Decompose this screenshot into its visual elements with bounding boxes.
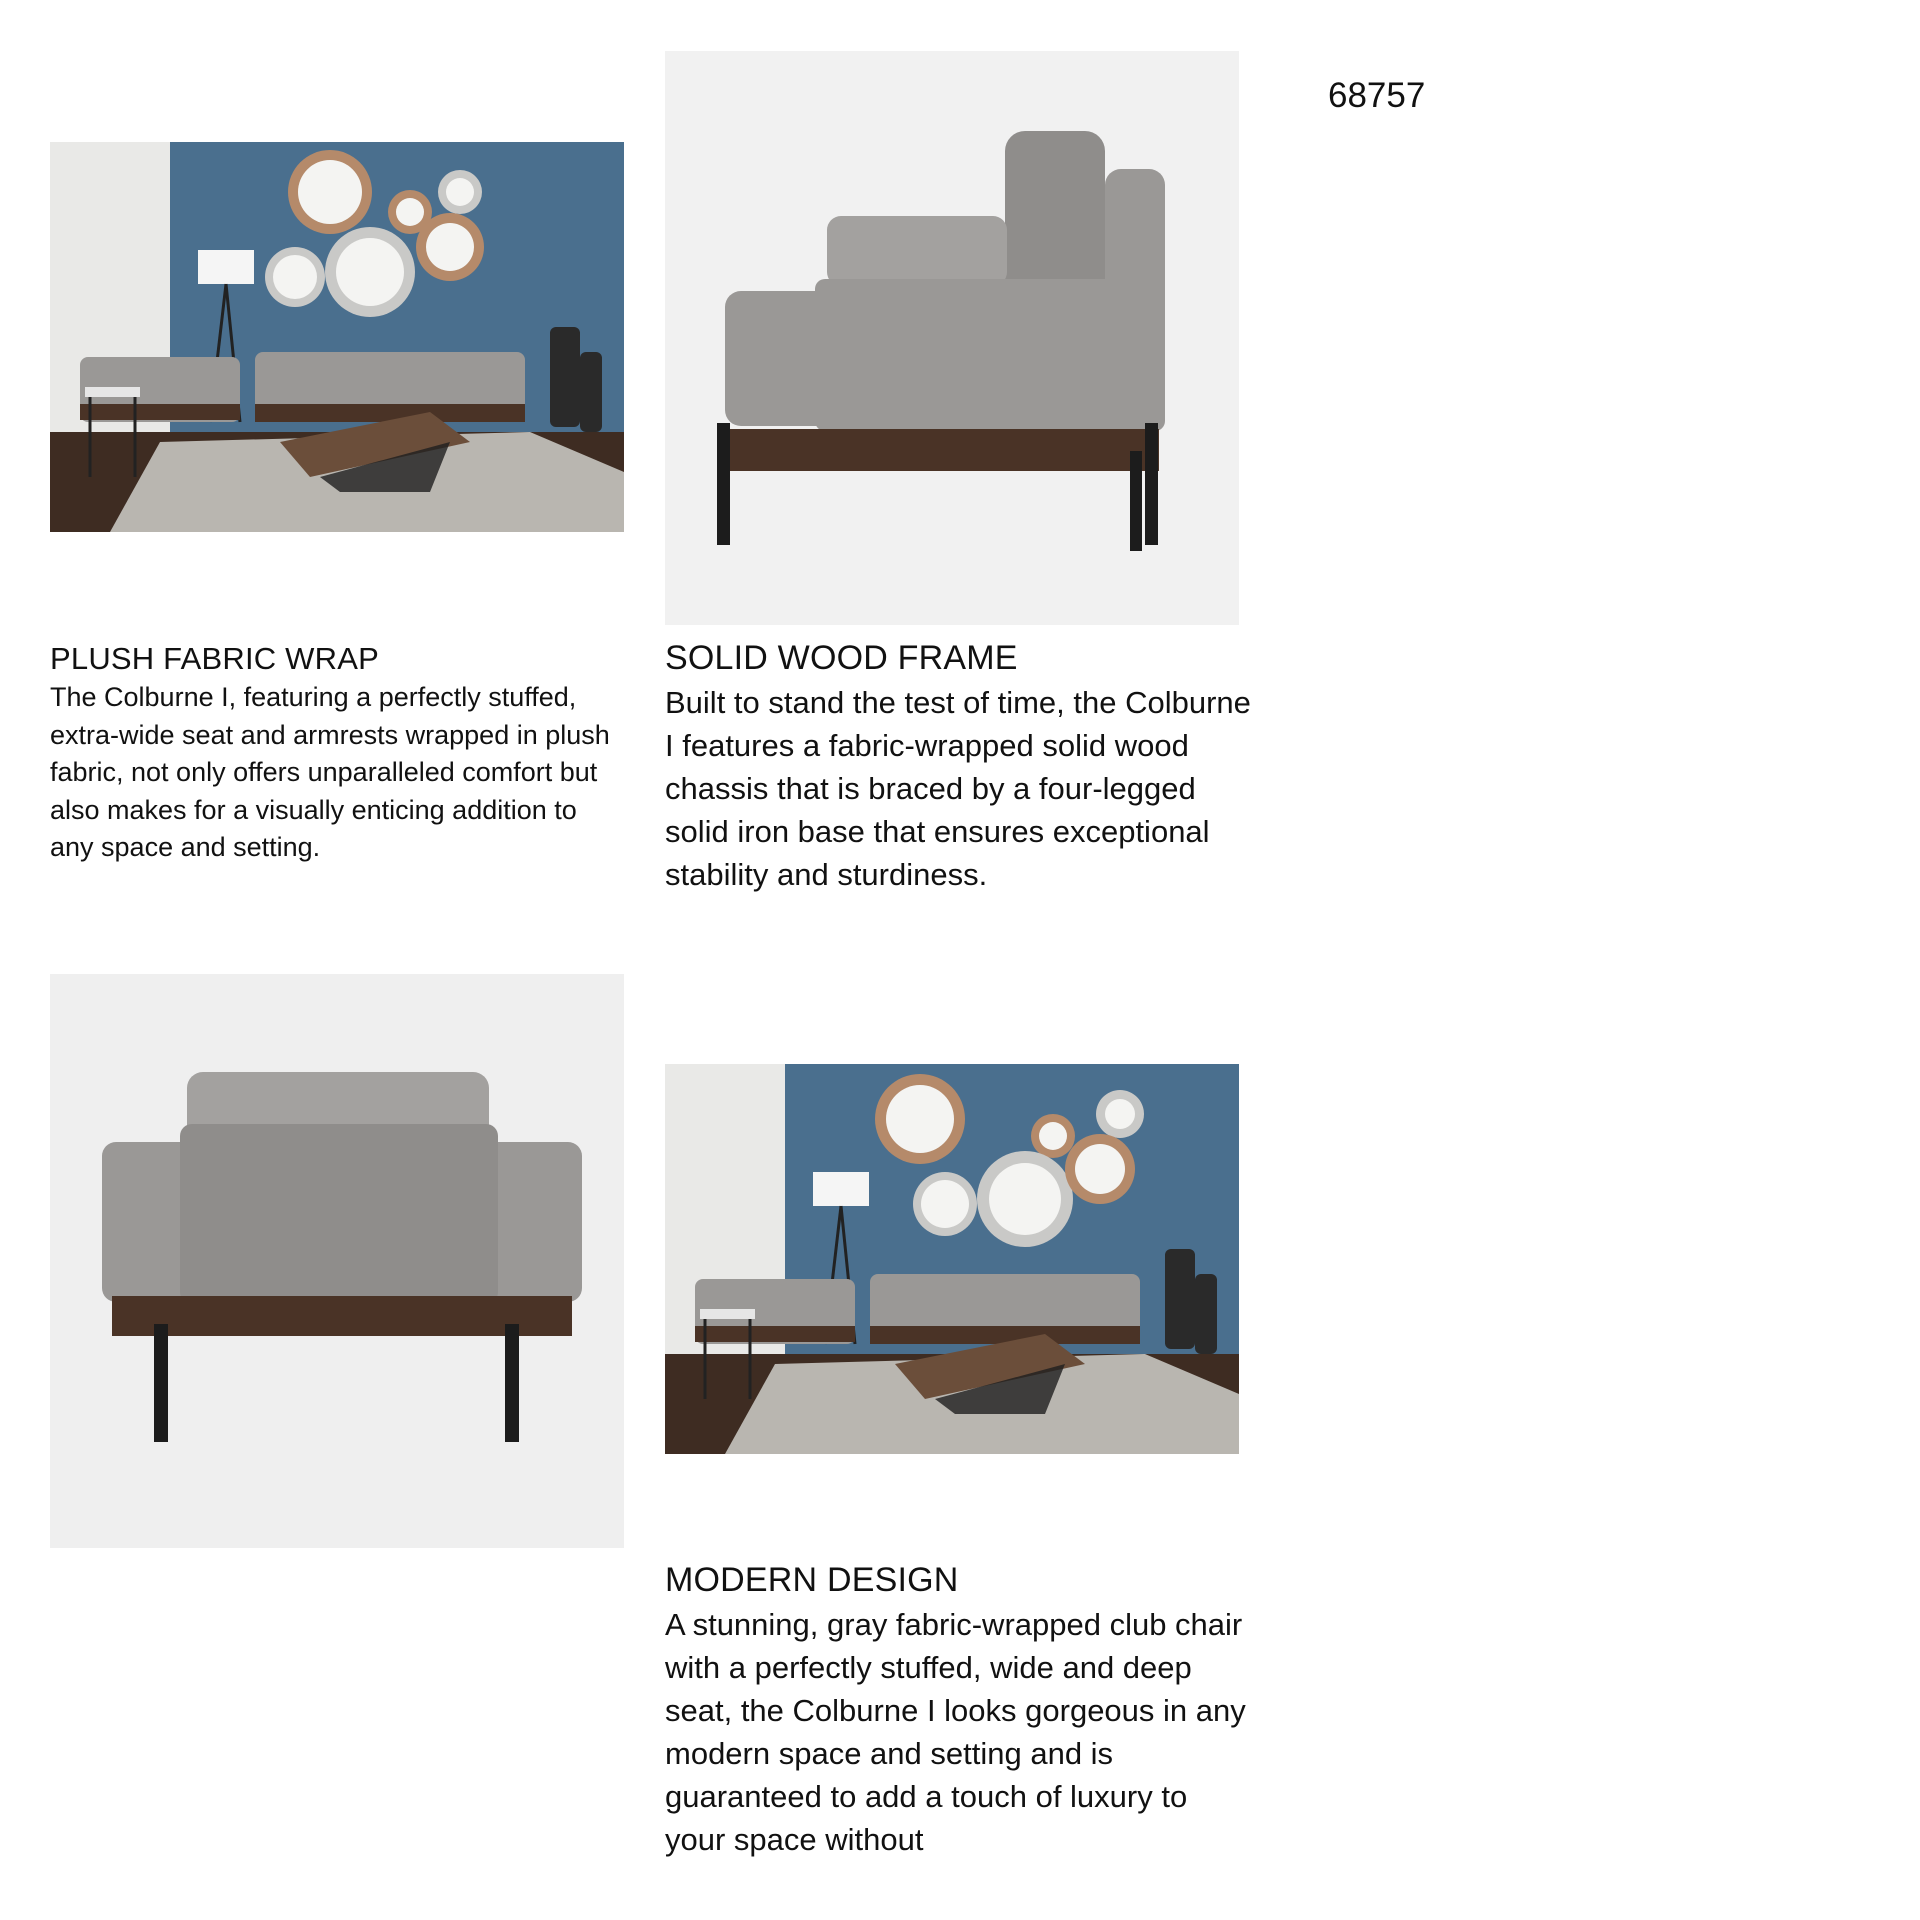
chair-back-view-photo: [50, 974, 624, 1548]
chair-side-illustration: [665, 51, 1239, 625]
chair-side-view-photo: [665, 51, 1239, 625]
section-heading-plush-fabric-wrap: PLUSH FABRIC WRAP: [50, 641, 379, 676]
living-room-photo-2: [665, 1064, 1239, 1454]
section-body-plush-fabric-wrap: The Colburne I, featuring a perfectly stuffed, extra-wide seat and armrests wrapped in plush fabric, not only offers unparalleled comfort but also makes for a visually enticing addition to any space and setting.: [50, 682, 610, 863]
section-heading-solid-wood-frame: SOLID WOOD FRAME: [665, 639, 1018, 677]
chair-back-illustration: [50, 974, 624, 1548]
product-sku: 68757: [1328, 76, 1426, 115]
section-body-solid-wood-frame: Built to stand the test of time, the Colburne I features a fabric-wrapped solid wood chassis that is braced by a four-legged solid iron base that ensures exceptional stability and sturdiness.: [665, 684, 1251, 892]
living-room-illustration: [50, 142, 624, 532]
section-heading-modern-design: MODERN DESIGN: [665, 1561, 959, 1599]
section-body-modern-design: A stunning, gray fabric-wrapped club chair with a perfectly stuffed, wide and deep seat, the Colburne I looks gorgeous in any modern space and setting and is guaranteed to add a touch of luxury to your space without: [665, 1606, 1246, 1857]
living-room-illustration-2: [665, 1064, 1239, 1454]
living-room-photo: [50, 142, 624, 532]
